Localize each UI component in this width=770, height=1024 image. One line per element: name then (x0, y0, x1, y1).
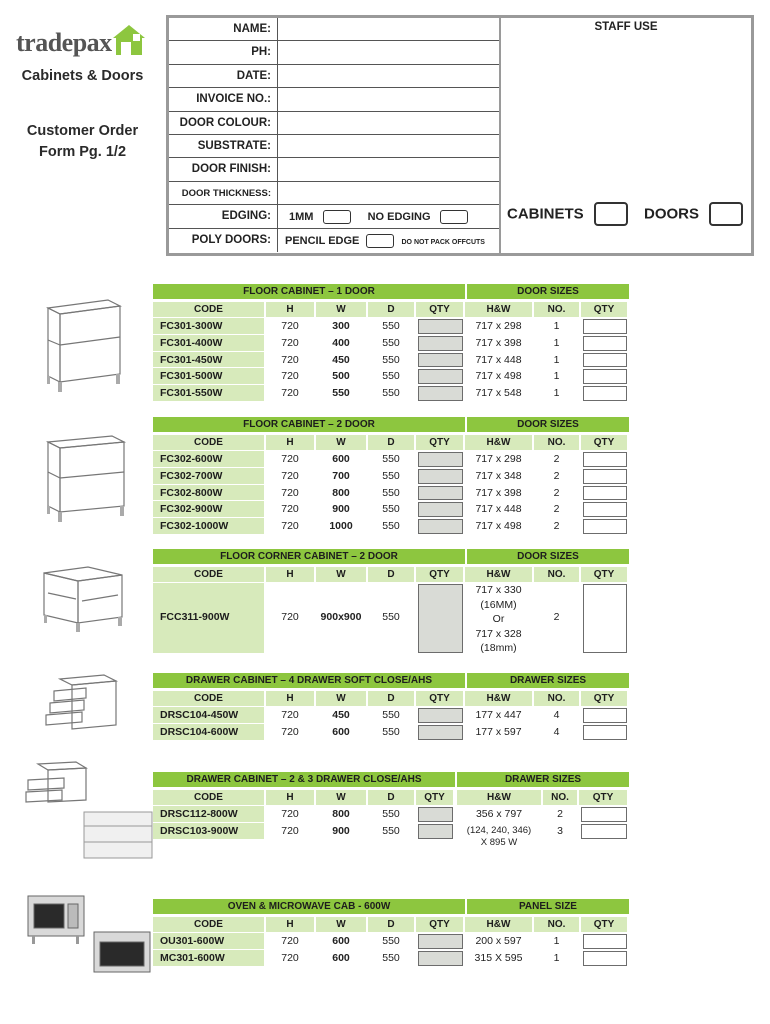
cabinet-qty-input[interactable] (418, 708, 463, 723)
width-value: 800 (332, 808, 350, 820)
column-header-w: W (316, 302, 366, 317)
date-row (169, 65, 499, 88)
depth-value: 550 (382, 336, 400, 349)
height-value: 720 (281, 951, 299, 964)
table-row (153, 724, 629, 741)
size-value: 717 x 298 (475, 453, 522, 465)
table-row (153, 518, 629, 535)
width-value: 600 (332, 453, 350, 465)
order-header-form (166, 15, 754, 256)
table-row (153, 352, 629, 369)
quantity-no-value: 1 (553, 370, 560, 383)
product-code: DRSC104-600W (153, 724, 264, 740)
oven-microwave-image (24, 892, 154, 982)
quantity-no-value: 4 (553, 725, 560, 738)
cabinet-qty-input[interactable] (418, 336, 463, 351)
door-finish-field[interactable] (279, 158, 499, 180)
poly-doors-row (169, 229, 499, 252)
drawer-cabinet-2-3-image (24, 760, 154, 860)
width-value: 450 (332, 353, 350, 366)
column-header-qty: QTY (416, 691, 463, 706)
door-qty-input[interactable] (583, 386, 627, 401)
cabinet-qty-input[interactable] (418, 486, 463, 501)
depth-value: 550 (382, 320, 400, 332)
table-row (153, 368, 629, 385)
size-value: 315 X 595 (474, 951, 523, 964)
cabinet-qty-input[interactable] (418, 369, 463, 384)
column-header-h: H (266, 790, 314, 805)
form-title: Customer Order Form Pg. 1/2 (26, 123, 139, 160)
staff-use-label: STAFF USE (594, 21, 658, 33)
quantity-no-value: 2 (557, 808, 563, 820)
edging-options (279, 205, 499, 227)
size-value: 717 x 498 (475, 520, 522, 533)
width-value: 900 (332, 503, 350, 516)
doors-label: DOORS (644, 205, 700, 223)
door-qty-input[interactable] (581, 824, 627, 839)
date-label: DATE: (169, 65, 278, 87)
size-value: 717 x 498 (475, 370, 522, 383)
cabinet-qty-input[interactable] (418, 469, 463, 484)
product-code: MC301-600W (153, 950, 264, 966)
no-edging-label: NO EDGING (367, 211, 431, 224)
depth-value: 550 (382, 520, 400, 533)
depth-value: 550 (382, 935, 400, 947)
column-header-h: H (266, 435, 314, 450)
cabinet-qty-input[interactable] (418, 824, 453, 839)
cabinet-qty-input[interactable] (418, 725, 463, 740)
cabinets-checkbox[interactable] (594, 202, 628, 226)
column-header-hw: H&W (465, 567, 532, 582)
height-value: 720 (281, 336, 299, 349)
corner-cabinet-image (38, 563, 128, 638)
column-header-no: NO. (534, 435, 579, 450)
door-qty-input[interactable] (583, 369, 627, 384)
sizes-title: DRAWER SIZES (457, 772, 629, 787)
height-value: 720 (281, 709, 299, 721)
depth-value: 550 (382, 725, 400, 738)
quantity-no-value: 3 (557, 824, 563, 837)
width-value: 900 (332, 824, 350, 837)
logo-text: tradepax (16, 28, 112, 57)
height-value: 720 (281, 725, 299, 738)
section-title: FLOOR CABINET – 2 DOOR (153, 417, 465, 432)
column-header-hw: H&W (465, 435, 532, 450)
size-value: 717 x 298 (475, 320, 522, 332)
column-header-h: H (266, 917, 314, 932)
column-header-w: W (316, 435, 366, 450)
column-header-w: W (316, 567, 366, 582)
door-qty-input[interactable] (583, 452, 627, 467)
width-value: 800 (332, 486, 350, 499)
tradepax-logo (16, 22, 146, 66)
edging-label: EDGING: (169, 205, 278, 227)
column-header-code: CODE (153, 302, 264, 317)
door-qty-input[interactable] (583, 951, 627, 966)
table-row (153, 451, 629, 468)
column-header-code: CODE (153, 691, 264, 706)
product-code: FC301-450W (153, 352, 264, 368)
table-row (153, 468, 629, 485)
section-title: FLOOR CABINET – 1 DOOR (153, 284, 465, 299)
table-row (153, 806, 629, 823)
column-header-qty: QTY (581, 302, 627, 317)
table-row (153, 707, 629, 724)
quantity-no-value: 1 (553, 935, 560, 947)
size-value: 717 x 448 (475, 503, 522, 516)
product-code: FC302-800W (153, 485, 264, 501)
cabinet-qty-input[interactable] (418, 319, 463, 334)
quantity-no-value: 1 (553, 336, 560, 349)
section-title: DRAWER CABINET – 4 DRAWER SOFT CLOSE/AHS (153, 673, 465, 688)
column-header-hw: H&W (465, 302, 532, 317)
table-row (153, 318, 629, 335)
door-thickness-label: DOOR THICKNESS: (169, 182, 278, 204)
width-value: 1000 (329, 520, 353, 533)
edging-1mm-checkbox[interactable] (323, 210, 351, 224)
table-row (153, 583, 629, 654)
sizes-title: DOOR SIZES (467, 417, 629, 432)
quantity-no-value: 2 (553, 486, 560, 499)
height-value: 720 (281, 320, 299, 332)
doors-checkbox[interactable] (709, 202, 743, 226)
substrate-label: SUBSTRATE: (169, 135, 278, 157)
column-header-qty: QTY (581, 917, 627, 932)
column-header-hw: H&W (465, 691, 532, 706)
product-code: FC301-300W (153, 318, 264, 334)
door-qty-input[interactable] (583, 469, 627, 484)
sizes-title: PANEL SIZE (467, 899, 629, 914)
cabinet-qty-input[interactable] (418, 584, 463, 653)
size-value: 717 x 348 (475, 469, 522, 482)
product-code: FC301-550W (153, 385, 264, 401)
product-code: OU301-600W (153, 933, 264, 949)
product-code: DRSC104-450W (153, 707, 264, 723)
poly-doors-options (279, 229, 499, 252)
column-header-qty: QTY (581, 691, 627, 706)
size-value: 200 x 597 (475, 935, 522, 947)
door-qty-input[interactable] (583, 708, 627, 723)
depth-value: 550 (382, 453, 400, 465)
size-value: (124, 240, 346) X 895 W (466, 824, 532, 848)
column-header-no: NO. (534, 302, 579, 317)
quantity-no-value: 1 (553, 353, 560, 366)
column-header-d: D (368, 435, 414, 450)
depth-value: 550 (382, 486, 400, 499)
phone-label: PH: (169, 41, 278, 63)
depth-value: 550 (382, 951, 400, 964)
name-field[interactable] (279, 18, 499, 40)
column-header-w: W (316, 790, 366, 805)
column-header-d: D (368, 302, 414, 317)
invoice-row (169, 88, 499, 111)
column-header-qty: QTY (581, 567, 627, 582)
floor-cabinet-2-door-image (38, 428, 128, 543)
cabinet-qty-input[interactable] (418, 951, 463, 966)
house-icon (109, 22, 149, 56)
door-qty-input[interactable] (583, 584, 627, 653)
depth-value: 550 (382, 503, 400, 516)
column-header-qty: QTY (416, 435, 463, 450)
column-header-h: H (266, 691, 314, 706)
width-value: 600 (332, 935, 350, 947)
cabinet-qty-input[interactable] (418, 502, 463, 517)
column-header-hw: H&W (457, 790, 541, 805)
size-value: 356 x 797 (475, 808, 523, 820)
customer-details (169, 18, 499, 253)
door-qty-input[interactable] (583, 486, 627, 501)
poly-doors-label: POLY DOORS: (169, 229, 278, 252)
column-header-qty: QTY (416, 917, 463, 932)
column-header-code: CODE (153, 435, 264, 450)
height-value: 720 (281, 370, 299, 383)
table-row (153, 485, 629, 502)
table-row (153, 933, 629, 950)
drawer-cabinet-4-image (40, 673, 120, 743)
cabinets-label: CABINETS (507, 205, 584, 223)
quantity-no-value: 2 (553, 453, 560, 465)
floor-cabinet-1-door-image (38, 290, 128, 400)
door-colour-field[interactable] (279, 112, 499, 134)
cabinet-qty-input[interactable] (418, 386, 463, 401)
width-value: 400 (332, 336, 350, 349)
height-value: 720 (281, 808, 299, 820)
quantity-no-value: 1 (553, 951, 560, 964)
depth-value: 550 (382, 387, 400, 400)
column-header-d: D (368, 691, 414, 706)
table-row (153, 501, 629, 518)
door-colour-label: DOOR COLOUR: (169, 112, 278, 134)
size-value: 717 x 548 (475, 387, 522, 400)
width-value: 600 (332, 951, 350, 964)
edging-1mm-label: 1MM (289, 211, 314, 224)
product-code: FC301-500W (153, 368, 264, 384)
width-value: 900x900 (320, 611, 362, 623)
column-header-qty: QTY (581, 435, 627, 450)
sizes-title: DOOR SIZES (467, 284, 629, 299)
door-qty-input[interactable] (583, 319, 627, 334)
section-title: Cabinets & Doors (21, 68, 144, 84)
name-label: NAME: (169, 18, 278, 40)
cabinet-qty-input[interactable] (418, 452, 463, 467)
depth-value: 550 (382, 709, 400, 721)
door-qty-input[interactable] (583, 519, 627, 534)
door-qty-input[interactable] (583, 353, 627, 368)
product-code: FC302-900W (153, 501, 264, 517)
section-title: DRAWER CABINET – 2 & 3 DRAWER CLOSE/AHS (153, 772, 455, 787)
width-value: 600 (332, 725, 350, 738)
name-row (169, 18, 499, 41)
size-value: 177 x 597 (475, 725, 522, 738)
height-value: 720 (281, 520, 299, 533)
table-row (153, 335, 629, 352)
phone-row (169, 41, 499, 64)
column-header-qty: QTY (416, 790, 453, 805)
quantity-no-value: 2 (553, 611, 560, 623)
height-value: 720 (281, 353, 299, 366)
product-code: DRSC112-800W (153, 806, 264, 822)
column-header-no: NO. (534, 917, 579, 932)
section-title: OVEN & MICROWAVE CAB - 600W (153, 899, 465, 914)
no-edging-checkbox[interactable] (440, 210, 468, 224)
size-value: 717 x 398 (475, 486, 522, 499)
product-code: FC302-1000W (153, 518, 264, 534)
height-value: 720 (281, 387, 299, 400)
quantity-no-value: 2 (553, 503, 560, 516)
height-value: 720 (281, 469, 299, 482)
pencil-edge-checkbox[interactable] (366, 234, 394, 248)
staff-use-panel (499, 18, 751, 253)
product-code: FC301-400W (153, 335, 264, 351)
column-header-code: CODE (153, 917, 264, 932)
substrate-row (169, 135, 499, 158)
product-code: FC302-600W (153, 451, 264, 467)
cabinet-qty-input[interactable] (418, 807, 453, 822)
depth-value: 550 (382, 370, 400, 383)
door-finish-row (169, 158, 499, 181)
column-header-w: W (316, 917, 366, 932)
column-header-qty: QTY (416, 567, 463, 582)
width-value: 300 (332, 320, 350, 332)
cabinet-qty-input[interactable] (418, 519, 463, 534)
depth-value: 550 (382, 469, 400, 482)
cabinet-qty-input[interactable] (418, 934, 463, 949)
door-colour-row (169, 112, 499, 135)
door-qty-input[interactable] (583, 725, 627, 740)
date-field[interactable] (279, 65, 499, 87)
cabinet-door-checks (507, 202, 743, 226)
quantity-no-value: 2 (553, 469, 560, 482)
column-header-qty: QTY (416, 302, 463, 317)
table-row (153, 950, 629, 967)
column-header-code: CODE (153, 790, 264, 805)
depth-value: 550 (382, 611, 400, 623)
door-qty-input[interactable] (581, 807, 627, 822)
substrate-field[interactable] (279, 135, 499, 157)
sizes-title: DRAWER SIZES (467, 673, 629, 688)
phone-field[interactable] (279, 41, 499, 63)
edging-row (169, 205, 499, 228)
depth-value: 550 (382, 353, 400, 366)
column-header-d: D (368, 790, 414, 805)
invoice-label: INVOICE NO.: (169, 88, 278, 110)
height-value: 720 (281, 824, 299, 837)
width-value: 700 (332, 469, 350, 482)
width-value: 450 (332, 709, 350, 721)
product-code: FC302-700W (153, 468, 264, 484)
door-qty-input[interactable] (583, 934, 627, 949)
column-header-qty: QTY (579, 790, 627, 805)
height-value: 720 (281, 486, 299, 499)
column-header-hw: H&W (465, 917, 532, 932)
product-code: FCC311-900W (153, 583, 264, 653)
table-row (153, 385, 629, 402)
quantity-no-value: 4 (553, 709, 560, 721)
section-title: FLOOR CORNER CABINET – 2 DOOR (153, 549, 465, 564)
cabinet-qty-input[interactable] (418, 353, 463, 368)
column-header-d: D (368, 567, 414, 582)
depth-value: 550 (382, 824, 400, 837)
no-pack-offcuts-label: DO NOT PACK OFFCUTS (401, 238, 485, 246)
invoice-field[interactable] (279, 88, 499, 110)
quantity-no-value: 2 (553, 520, 560, 533)
door-finish-label: DOOR FINISH: (169, 158, 278, 180)
column-header-no: NO. (543, 790, 577, 805)
column-header-no: NO. (534, 691, 579, 706)
height-value: 720 (281, 935, 299, 947)
size-value: 717 x 398 (475, 336, 522, 349)
quantity-no-value: 1 (553, 387, 560, 400)
depth-value: 550 (382, 808, 400, 820)
product-code: DRSC103-900W (153, 823, 264, 839)
height-value: 720 (281, 503, 299, 516)
table-row (153, 823, 629, 848)
sizes-title: DOOR SIZES (467, 549, 629, 564)
quantity-no-value: 1 (553, 320, 560, 332)
pencil-edge-label: PENCIL EDGE (285, 234, 360, 247)
column-header-w: W (316, 691, 366, 706)
height-value: 720 (281, 453, 299, 465)
width-value: 500 (332, 370, 350, 383)
width-value: 550 (332, 387, 350, 400)
column-header-h: H (266, 302, 314, 317)
column-header-no: NO. (534, 567, 579, 582)
door-thickness-field[interactable] (279, 182, 499, 204)
height-value: 720 (281, 611, 299, 623)
door-qty-input[interactable] (583, 502, 627, 517)
size-value: 717 x 448 (475, 353, 522, 366)
door-thickness-row (169, 182, 499, 205)
size-value: 177 x 447 (475, 709, 522, 721)
column-header-d: D (368, 917, 414, 932)
column-header-h: H (266, 567, 314, 582)
size-value: 717 x 330 (16MM) Or 717 x 328 (18mm) (475, 584, 522, 654)
door-qty-input[interactable] (583, 336, 627, 351)
column-header-code: CODE (153, 567, 264, 582)
